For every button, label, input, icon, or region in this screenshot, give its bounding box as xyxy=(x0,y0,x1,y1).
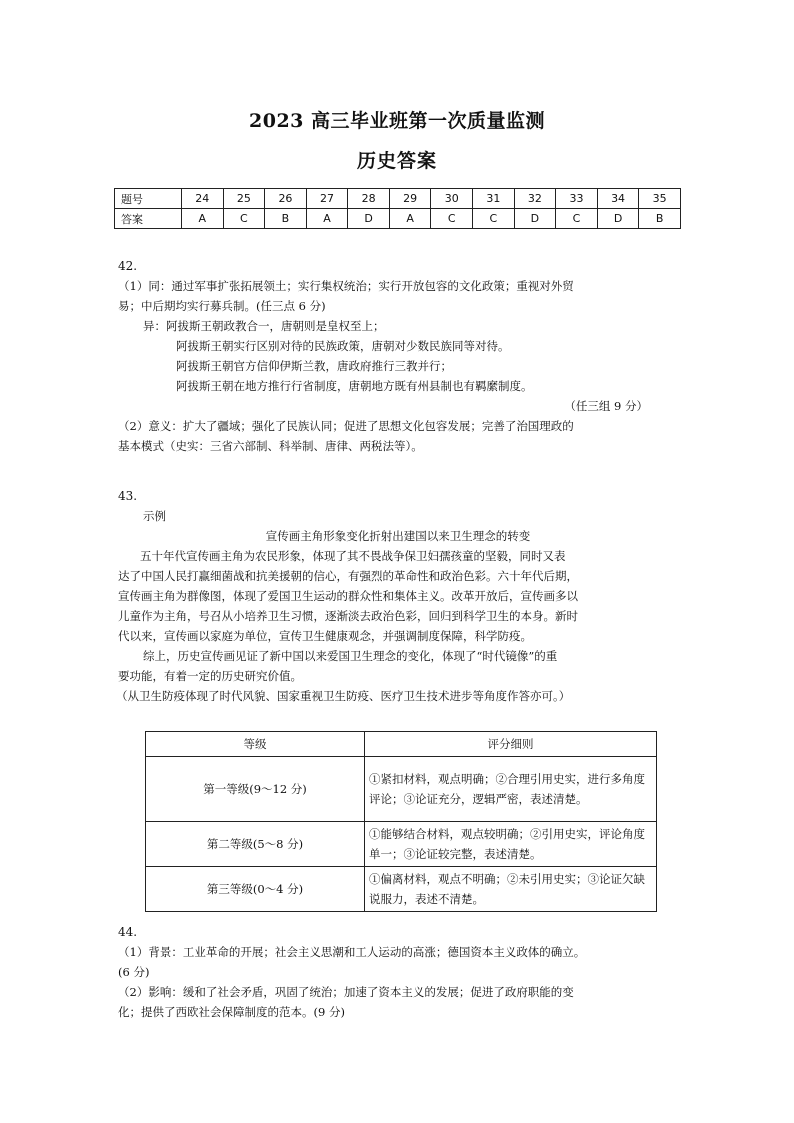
grading-criteria: ①能够结合材料，观点较明确；②引用史实，评论角度单一；③论证较完整，表述清楚。 xyxy=(365,822,657,867)
answer-cell: C xyxy=(556,209,598,229)
essay-line: 综上，历史宣传画见证了新中国以来爱国卫生理念的变化，体现了“时代镜像”的重 xyxy=(143,649,558,663)
answer-table-row-label: 答案 xyxy=(115,209,182,229)
answer-line: (6 分) xyxy=(118,965,150,979)
page-subtitle: 历史答案 xyxy=(356,150,437,172)
essay-line: 要功能，有着一定的历史研究价值。 xyxy=(118,669,302,683)
question-number-cell: 27 xyxy=(306,189,348,209)
answer-cell: B xyxy=(265,209,307,229)
question-number-cell: 26 xyxy=(265,189,307,209)
question-number-cell: 28 xyxy=(348,189,390,209)
answer-line: 异：阿拔斯王朝政教合一，唐朝则是皇权至上； xyxy=(143,319,385,333)
answer-cell: A xyxy=(182,209,224,229)
question-43 xyxy=(118,486,678,706)
question-number-cell: 24 xyxy=(182,189,224,209)
score-note: （任三组 9 分） xyxy=(564,399,648,413)
question-number: 44. xyxy=(118,925,138,939)
essay-title: 宣传画主角形象变化折射出建国以来卫生理念的转变 xyxy=(265,529,531,543)
question-44 xyxy=(118,922,688,1022)
grading-row xyxy=(146,822,657,867)
page-title: 2023 高三毕业班第一次质量监测 xyxy=(249,110,545,132)
grading-table-header xyxy=(146,732,657,757)
essay-line: 五十年代宣传画主角为农民形象，体现了其不畏战争保卫妇孺孩童的坚毅，同时又表 xyxy=(140,549,566,563)
grading-level: 第一等级(9～12 分) xyxy=(146,757,365,822)
answer-cell: D xyxy=(348,209,390,229)
answer-cell: D xyxy=(514,209,556,229)
answer-table-answer-row xyxy=(115,209,681,229)
answer-line: （2）意义：扩大了疆域；强化了民族认同；促进了思想文化包容发展；完善了治国理政的 xyxy=(118,419,574,433)
answer-line: （1）同：通过军事扩张拓展领土；实行集权统治；实行开放包容的文化政策；重视对外贸 xyxy=(118,279,574,293)
example-label: 示例 xyxy=(143,509,166,523)
question-number-cell: 31 xyxy=(473,189,515,209)
answer-cell: B xyxy=(639,209,681,229)
grading-row xyxy=(146,757,657,822)
question-number-cell: 30 xyxy=(431,189,473,209)
question-number-cell: 33 xyxy=(556,189,598,209)
essay-line: 达了中国人民打赢细菌战和抗美援朝的信心，有强烈的革命性和政治色彩。六十年代后期， xyxy=(118,569,578,583)
answer-cell: C xyxy=(223,209,265,229)
answer-line: 阿拔斯王朝在地方推行行省制度，唐朝地方既有州县制也有羁縻制度。 xyxy=(176,379,533,393)
question-number-cell: 34 xyxy=(597,189,639,209)
question-number-cell: 32 xyxy=(514,189,556,209)
answer-line: 阿拔斯王朝官方信仰伊斯兰教，唐政府推行三教并行； xyxy=(176,359,452,373)
answer-line: 易；中后期均实行募兵制。(任三点 6 分) xyxy=(118,299,326,313)
question-number: 43. xyxy=(118,489,138,503)
grading-level: 第二等级(5～8 分) xyxy=(146,822,365,867)
question-42 xyxy=(118,256,678,456)
answer-line: （1）背景：工业革命的开展；社会主义思潮和工人运动的高涨；德国资本主义政体的确立。 xyxy=(118,945,586,959)
answer-cell: A xyxy=(306,209,348,229)
grading-col-criteria: 评分细则 xyxy=(365,732,657,757)
answer-line: 基本模式（史实：三省六部制、科举制、唐律、两税法等）。 xyxy=(118,439,423,453)
question-number: 42. xyxy=(118,259,138,273)
answer-table-row-label: 题号 xyxy=(115,189,182,209)
grading-level: 第三等级(0～4 分) xyxy=(146,867,365,912)
answer-line: 化；提供了西欧社会保障制度的范本。(9 分) xyxy=(118,1005,345,1019)
grading-criteria: ①偏离材料，观点不明确；②未引用史实；③论证欠缺说服力，表述不清楚。 xyxy=(365,867,657,912)
question-number-cell: 35 xyxy=(639,189,681,209)
essay-line: 儿童作为主角，号召从小培养卫生习惯，逐渐淡去政治色彩，回归到科学卫生的本身。新时 xyxy=(118,609,578,623)
grading-row xyxy=(146,867,657,912)
answer-table xyxy=(114,188,681,229)
answer-cell: D xyxy=(597,209,639,229)
answer-line: （2）影响：缓和了社会矛盾，巩固了统治；加速了资本主义的发展；促进了政府职能的变 xyxy=(118,985,574,999)
answer-line: 阿拔斯王朝实行区别对待的民族政策，唐朝对少数民族同等对待。 xyxy=(176,339,510,353)
answer-table-number-row xyxy=(115,189,681,209)
answer-note: （从卫生防疫体现了时代风貌、国家重视卫生防疫、医疗卫生技术进步等角度作答亦可。） xyxy=(116,689,571,703)
question-number-cell: 25 xyxy=(223,189,265,209)
grading-col-level: 等级 xyxy=(146,732,365,757)
grading-table xyxy=(145,731,657,912)
answer-cell: C xyxy=(431,209,473,229)
question-number-cell: 29 xyxy=(389,189,431,209)
grading-criteria: ①紧扣材料，观点明确；②合理引用史实，进行多角度评论；③论证充分，逻辑严密，表述清楚。 xyxy=(365,757,657,822)
answer-cell: C xyxy=(473,209,515,229)
essay-line: 宣传画主角为群像图，体现了爱国卫生运动的群众性和集体主义。改革开放后，宣传画多以 xyxy=(118,589,578,603)
essay-line: 代以来，宣传画以家庭为单位，宣传卫生健康观念，并强调制度保障，科学防疫。 xyxy=(118,629,532,643)
answer-cell: A xyxy=(389,209,431,229)
